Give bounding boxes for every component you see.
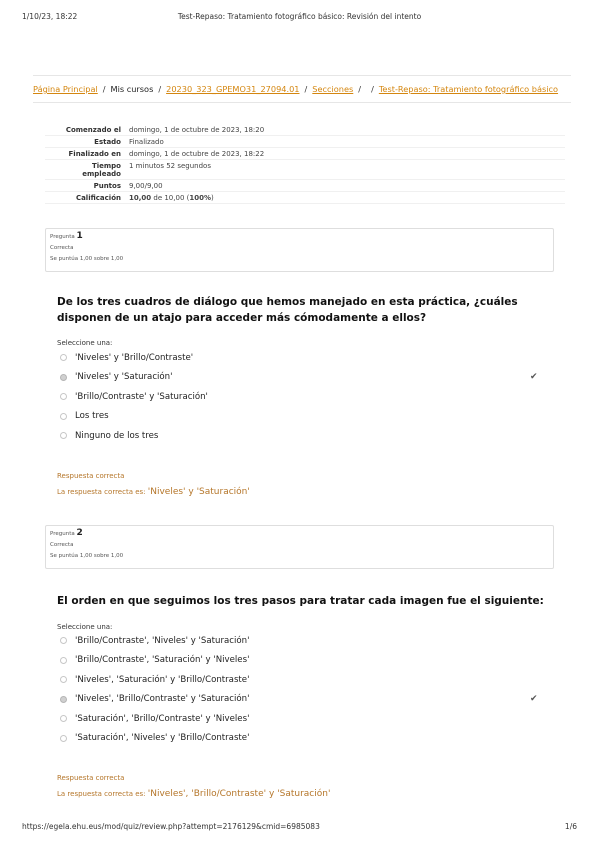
answer-option-label: 'Niveles' y 'Saturación' — [75, 372, 173, 383]
question-2-info — [45, 525, 554, 569]
summary-row-points — [45, 180, 565, 192]
radio-button[interactable] — [60, 413, 67, 420]
question-2-right-answer — [57, 789, 330, 799]
question-1-options — [60, 348, 550, 446]
grade-percent: 100% — [189, 193, 211, 202]
radio-button-selected[interactable] — [60, 374, 67, 381]
started-label: Comenzado el — [65, 125, 121, 134]
correct-check-icon: ✔ — [530, 694, 538, 705]
answer-option-label: 'Brillo/Contraste', 'Saturación' y 'Niveles' — [75, 655, 250, 666]
radio-button[interactable] — [60, 657, 67, 664]
question-number: 2 — [76, 528, 83, 538]
grade-score: 10,00 — [129, 193, 152, 202]
radio-button[interactable] — [60, 637, 67, 644]
question-number: 1 — [76, 231, 83, 241]
question-2-number — [50, 529, 549, 539]
breadcrumb-separator: / — [102, 84, 106, 94]
breadcrumb-home-link[interactable]: Página Principal — [33, 84, 98, 94]
answer-option[interactable] — [60, 348, 550, 368]
right-answer-text: 'Niveles', 'Brillo/Contraste' y 'Saturación' — [147, 789, 331, 799]
finished-label: Finalizado en — [68, 149, 121, 158]
answer-option[interactable] — [60, 426, 550, 446]
question-1-text: De los tres cuadros de diálogo que hemos manejado en esta práctica, ¿cuáles disponen de un atajo para acceder más cómodamente a ellos? — [57, 296, 518, 324]
question-label: Pregunta — [50, 531, 75, 537]
question-1-info — [45, 228, 554, 272]
right-answer-text: 'Niveles' y 'Saturación' — [147, 487, 250, 497]
print-title: Test-Repaso: Tratamiento fotográfico básico: Revisión del intento — [177, 12, 422, 21]
print-footer — [22, 822, 577, 834]
answer-option-label: 'Saturación', 'Niveles' y 'Brillo/Contraste' — [75, 733, 250, 744]
question-1-state: Correcta — [50, 245, 74, 251]
answer-option-label: Ninguno de los tres — [75, 430, 159, 441]
breadcrumb-separator: / — [371, 84, 374, 94]
question-1-prompt: Seleccione una: — [57, 339, 113, 347]
attempt-summary-table — [45, 124, 565, 204]
question-1-grade: Se puntúa 1,00 sobre 1,00 — [50, 256, 124, 262]
answer-option[interactable] — [60, 631, 550, 651]
breadcrumb-separator: / — [158, 84, 162, 94]
grade-close: ) — [211, 193, 214, 202]
breadcrumb-course-link[interactable]: 20230_323_GPEMO31_27094.01 — [166, 84, 300, 94]
breadcrumb — [33, 75, 571, 103]
radio-button[interactable] — [60, 676, 67, 683]
summary-row-grade — [45, 192, 565, 204]
right-answer-prefix: La respuesta correcta es: — [57, 790, 148, 798]
correct-check-icon: ✔ — [530, 372, 538, 383]
question-2-feedback: Respuesta correcta — [57, 774, 125, 782]
question-2-options — [60, 631, 550, 748]
print-header — [22, 12, 577, 24]
print-page-number: 1/6 — [564, 822, 577, 831]
answer-option[interactable] — [60, 729, 550, 749]
print-date: 1/10/23, 18:22 — [22, 12, 78, 21]
summary-row-time — [45, 160, 565, 180]
radio-button[interactable] — [60, 393, 67, 400]
question-2-text: El orden en que seguimos los tres pasos para tratar cada imagen fue el siguiente: — [57, 595, 544, 607]
points-value: 9,00/9,00 — [129, 181, 163, 190]
state-label: Estado — [94, 137, 121, 146]
print-url: https://egela.ehu.eus/mod/quiz/review.php?attempt=2176129&cmid=6985083 — [22, 822, 320, 831]
grade-value — [125, 192, 565, 204]
started-value: domingo, 1 de octubre de 2023, 18:20 — [129, 125, 265, 134]
answer-option[interactable] — [60, 651, 550, 671]
answer-option-label: 'Brillo/Contraste' y 'Saturación' — [75, 391, 208, 402]
time-label — [45, 160, 125, 180]
breadcrumb-my-courses: Mis cursos — [110, 84, 154, 94]
time-label-line-1: Tiempo — [91, 161, 121, 170]
question-1-right-answer — [57, 487, 250, 497]
time-value: 1 minutos 52 segundos — [129, 161, 211, 170]
question-1-number — [50, 232, 549, 242]
question-1-feedback: Respuesta correcta — [57, 472, 125, 480]
time-label-line-2: empleado — [82, 169, 121, 178]
answer-option[interactable] — [60, 690, 550, 710]
radio-button[interactable] — [60, 735, 67, 742]
radio-button[interactable] — [60, 715, 67, 722]
finished-value: domingo, 1 de octubre de 2023, 18:22 — [129, 149, 265, 158]
right-answer-prefix: La respuesta correcta es: — [57, 488, 148, 496]
answer-option-label: Los tres — [75, 411, 109, 422]
radio-button[interactable] — [60, 432, 67, 439]
grade-out-of: de 10,00 ( — [151, 193, 190, 202]
breadcrumb-separator: / — [358, 84, 362, 94]
answer-option-label: 'Brillo/Contraste', 'Niveles' y 'Saturación' — [75, 635, 250, 646]
question-2-prompt: Seleccione una: — [57, 623, 113, 631]
summary-row-finished — [45, 148, 565, 160]
radio-button[interactable] — [60, 354, 67, 361]
answer-option-label: 'Niveles', 'Saturación' y 'Brillo/Contraste' — [75, 674, 250, 685]
answer-option[interactable] — [60, 407, 550, 427]
answer-option[interactable] — [60, 670, 550, 690]
breadcrumb-quiz-link[interactable]: Test-Repaso: Tratamiento fotográfico básico — [378, 84, 559, 94]
breadcrumb-sections-link[interactable]: Secciones — [312, 84, 354, 94]
question-2-state: Correcta — [50, 542, 74, 548]
summary-row-started — [45, 124, 565, 136]
answer-option[interactable] — [60, 368, 550, 388]
breadcrumb-separator: / — [304, 84, 308, 94]
summary-row-state — [45, 136, 565, 148]
question-2-grade: Se puntúa 1,00 sobre 1,00 — [50, 553, 124, 559]
answer-option-label: 'Niveles', 'Brillo/Contraste' y 'Saturación' — [75, 694, 250, 705]
grade-label: Calificación — [75, 193, 121, 202]
answer-option[interactable] — [60, 709, 550, 729]
points-label: Puntos — [93, 181, 121, 190]
answer-option-label: 'Niveles' y 'Brillo/Contraste' — [75, 352, 194, 363]
radio-button-selected[interactable] — [60, 696, 67, 703]
state-value: Finalizado — [129, 137, 164, 146]
answer-option[interactable] — [60, 387, 550, 407]
question-label: Pregunta — [50, 234, 75, 240]
answer-option-label: 'Saturación', 'Brillo/Contraste' y 'Niveles' — [75, 713, 250, 724]
